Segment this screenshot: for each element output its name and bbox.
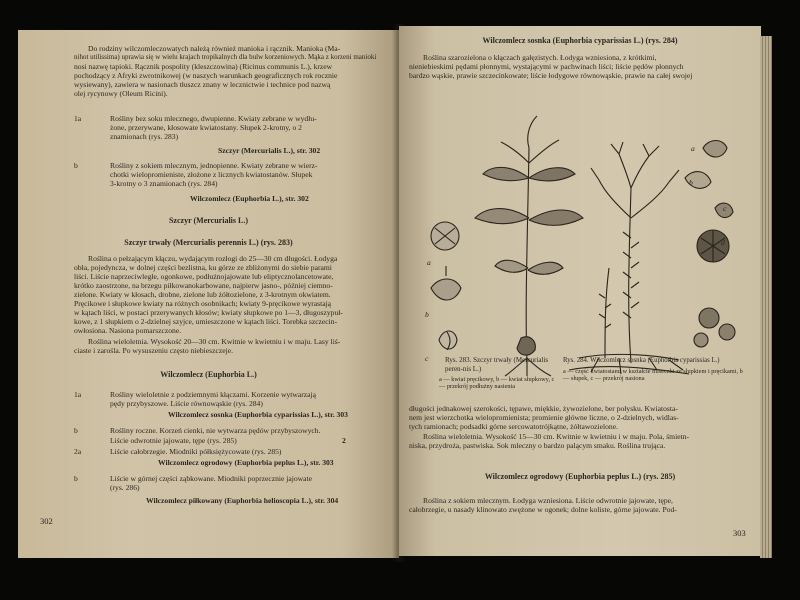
key-text: pędy przybyszowe. Liście równowąskie (rys. 284): [110, 399, 263, 408]
desc-line: Roślina wieloletnia. Wysokość 15—30 cm. Kwitnie w kwietniu i w maju. Pola, śmietn-: [423, 432, 689, 441]
figure-caption: Rys. 284. Wilczomlecz sosnka (Euphorbia cyparissias L.): [563, 357, 720, 364]
intro-line: wysiewany), zawiera w nasionach tłuszcz znany w lecznictwie i technice pod nazwą: [74, 80, 331, 89]
desc-line: niska, przydroża, pastwiska. Sok mleczny o bardzo palącym smaku. Roślina trująca.: [409, 441, 666, 450]
intro-line: nosi nazwę tapioki. Rącznik pospolity (kleszczowina) (Ricinus communis L.), krzew: [74, 62, 333, 71]
key-text: żone, przerywane, kłosowate kwiatostany. Słupek 2-krotny, o 2: [110, 123, 302, 132]
key-text: 3-krotny o 3 znamionach (rys. 284): [110, 179, 218, 188]
figure-letter: a: [427, 258, 431, 267]
desc-line: kowe, z 1 słupkiem o 2-dzielnej szyjce, umieszczone w kątach liści. Torebka szczecin-: [74, 317, 338, 326]
figure-letter: a: [691, 144, 695, 153]
desc-line: nem jest wierzchotka wielopromienista; promienie główne liczne, o 2-dzielnych, widlas-: [409, 413, 679, 422]
desc-line: bardzo wąskie, prawie szczecinkowate; liście łodygowe równowąskie, prawie na całej swojej: [409, 71, 693, 80]
figure-letter: b: [425, 310, 429, 319]
desc-line: Roślina o pełzającym kłączu, wydającym rozłogi do 25—30 cm długości. Łodyga: [88, 254, 338, 263]
intro-line: nihot utilissima) uprawia się w wielu krajach tropikalnych dla bulw korzeniowych. Mąka z korzeni manioki: [74, 53, 377, 61]
key-label: b: [74, 474, 78, 483]
key-text: (rys. 286): [110, 483, 140, 492]
desc-line: krótko zaostrzone, na brzegu piłkowanokarbowane, najpierw jasno-, później ciemno-: [74, 281, 333, 290]
desc-line: Roślina szarozielona o kłączach gałęzistych. Łodyga wzniesiona, z krótkimi,: [423, 53, 657, 62]
key-text: Rośliny roczne. Korzeń cienki, nie wytwarza pędów przybyszowych.: [110, 426, 321, 435]
species-heading: Wilczomlecz sosnka (Euphorbia cyparissias L.) (rys. 284): [482, 36, 678, 45]
key-label: 1a: [74, 114, 82, 123]
key-result: Szczyr (Mercurialis L.), str. 302: [218, 146, 321, 155]
desc-line: Pręcikowe i słupkowe kwiaty na różnych osobnikach; kwiaty 9-pręcikowe wyrastają: [74, 299, 332, 308]
genus-heading: Szczyr (Mercurialis L.): [168, 216, 248, 225]
key-label: b: [74, 426, 78, 435]
genus2-heading: Wilczomlecz (Euphorbia L.): [160, 370, 257, 379]
figure-legend: a — część kwiatostanu w kształcie miseczki ze słupkiem i pręcikami, b — słupek, c — przekrój nasiona: [563, 368, 743, 383]
key-text: Rośliny bez soku mlecznego, dwupienne. Kwiaty zebrane w wydłu-: [110, 114, 317, 123]
flower-detail-a: [431, 222, 459, 250]
key-text: znamionach (rys. 283): [110, 132, 179, 141]
figure-letter: d: [721, 238, 725, 247]
key-result: Wilczomlecz sosnka (Euphorbia cyparissias L.), str. 303: [168, 410, 348, 419]
species-heading: Wilczomlecz ogrodowy (Euphorbia peplus L.) (rys. 285): [484, 472, 676, 481]
euphorbia-plant: [569, 142, 689, 374]
desc-line: długości jednakowej szerokości, tępawe, miękkie, żywozielone, ber połysku. Kwiatosta-: [409, 404, 678, 413]
page-number: 302: [40, 516, 53, 526]
right-page: [399, 26, 761, 556]
seed-detail-c: [439, 331, 457, 350]
key-text: Liście w górnej części ząbkowane. Miodniki poprzecznie jajowate: [110, 474, 312, 483]
desc-line: nieniebieskimi pędami płonnymi, wystającymi w pachwinach liści; liście pędów płonnych: [409, 62, 684, 71]
desc-line: zielone. Kwiaty w kłosach, drobne, zielone lub żółtozielone, z 3-krotnym okwiatem.: [74, 290, 331, 299]
page-edges: [760, 36, 772, 558]
desc-line: owłosiona. Nasiona pomarszczone.: [74, 326, 182, 335]
key-label: b: [74, 161, 78, 170]
desc-line: obła, pojedyncza, w dolnej części bezlistna, ku górze ze zbliżonymi do siebie parami: [74, 263, 332, 272]
botanical-illustration: [409, 108, 749, 378]
intro-line: pochodzący z Afryki zwrotnikowej (w naszych warunkach geograficznych rok rocznie: [74, 71, 338, 80]
intro-line: Do rodziny wilczomleczowatych należą również manioka i rącznik. Manioka (Ma-: [88, 44, 341, 53]
key-result: Wilczomlecz (Euphorbia L.), str. 302: [190, 194, 309, 203]
figure-legend: a — kwiat pręcikowy, b — kwiat słupkowy, c — przekrój podłużny nasienia: [439, 376, 555, 391]
desc-line: w kątach liści, w postaci przerywanych kłosów; kwiaty słupkowe po 1—3, długoszypuł-: [74, 308, 343, 317]
key-label: 2a: [74, 447, 82, 456]
species-heading: Szczyr trwały (Mercurialis perennis L.) (rys. 283): [124, 238, 293, 247]
cyathium-detail-a: [703, 141, 727, 158]
key-text: chotki wielopromieniste, złożone z licznych kwiatostanów. Słupek: [110, 170, 313, 179]
figure-letter: b: [689, 178, 693, 187]
mercurialis-plant: [475, 116, 583, 376]
key-result: Wilczomlecz piłkowany (Euphorbia helioscopia L.), str. 304: [146, 496, 339, 505]
desc-line: Roślina z sokiem mlecznym. Łodyga wzniesiona. Liście odwrotnie jajowate, tępe,: [423, 496, 673, 505]
left-page: [18, 30, 399, 558]
key-text: Liście całobrzegie. Miodniki półksiężycowate (rys. 285): [110, 447, 282, 456]
figure-caption: Rys. 283. Szczyr trwały (Mercurialis peren-nis L.): [445, 356, 549, 373]
desc-line: całobrzegie, u nasady klinowato zwężone w ogonek; dolne koliste, górne jajowate. Pod-: [409, 505, 677, 514]
desc-line: ciaste i zarośla. Po wysuszeniu często niebieszczeje.: [74, 346, 233, 355]
key-result: Wilczomlecz ogrodowy (Euphorbia peplus L.), str. 303: [158, 458, 334, 467]
figure-letter: c: [425, 354, 429, 363]
key-text: Rośliny wieloletnie z podziemnymi kłączami. Korzenie wytwarzają: [110, 390, 317, 399]
key-label: 1a: [74, 390, 82, 399]
key-text: Liście odwrotnie jajowate, tępe (rys. 285): [110, 436, 237, 445]
key-text: Rośliny z sokiem mlecznym, jednopienne. Kwiaty zebrane w wierz-: [110, 161, 318, 170]
key-arrow: 2: [342, 436, 346, 445]
page-number: 303: [733, 528, 746, 538]
desc-line: Roślina wieloletnia. Wysokość 20—30 cm. Kwitnie w kwietniu i w maju. Lasy liś-: [88, 337, 341, 346]
desc-line: liści. Liście naprzeciwległe, ogonkowe, podłużnojajowate lub eliptycznolancetowate,: [74, 272, 334, 281]
flower-detail-b: [431, 266, 461, 300]
flower-cluster-detail: [694, 308, 735, 347]
desc-line: tych ramionach; podsadki górne sercowatotrójkątne, żółtawozielone.: [409, 422, 618, 431]
figure-letter: c: [723, 204, 727, 213]
intro-line: olej rycynowy (Oleum Ricini).: [74, 89, 168, 98]
